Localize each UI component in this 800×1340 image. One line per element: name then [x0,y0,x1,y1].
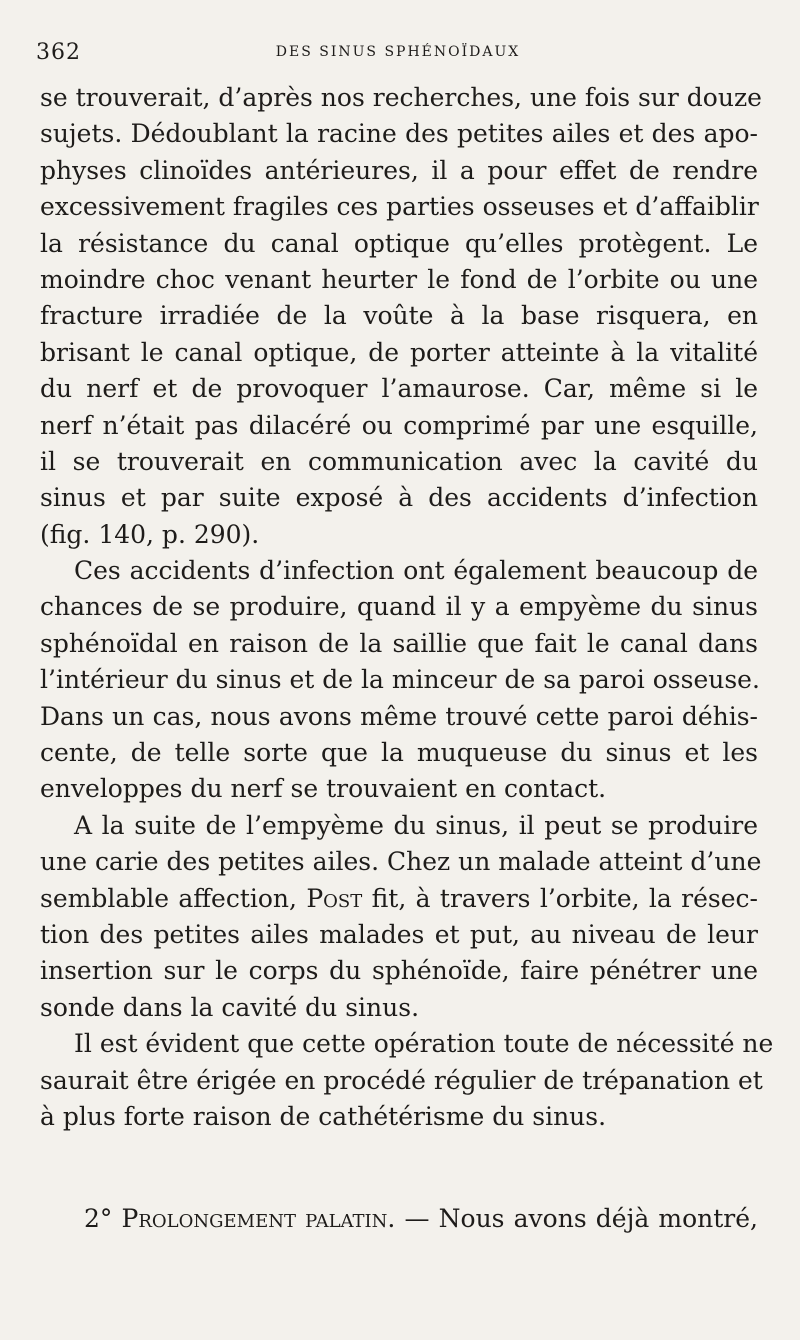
text-line [40,1099,758,1135]
text-line [40,881,758,917]
text-line [40,553,758,589]
line-text: insertion sur le corps du sphénoïde, faire pénétrer une [40,956,758,986]
text-line [40,189,758,225]
line-text: fracture irradiée de la voûte à la base risquera, en [40,301,758,331]
page-number: 362 [36,40,81,65]
text-line [40,1026,774,1062]
body-text [40,80,774,1135]
line-text: brisant le canal optique, de porter atteinte à la vitalité [40,337,758,367]
line-text: sujets. Dédoublant la racine des petites ailes et des apo- [40,119,758,149]
line-text: se trouverait, d’après nos recherches, une fois sur douze [40,83,762,112]
line-text: physes clinoïdes antérieures, il a pour effet de rendre [40,155,758,185]
line-text: nerf n’était pas dilacéré ou comprimé par une esquille, [40,410,758,440]
section-title: Prolongement palatin. [121,1204,396,1233]
line-text: tion des petites ailes malades et put, au niveau de leur [40,919,758,949]
line-text: moindre choc venant heurter le fond de l’orbite ou une [40,264,758,294]
text-line [40,153,758,189]
text-line [40,589,758,625]
line-text: Il est évident que cette opération toute de nécessité ne [74,1029,774,1059]
text-line [40,1063,763,1099]
line-text: semblable affection, [40,883,307,913]
line-text: cente, de telle sorte que la muqueuse du sinus et les [40,738,758,768]
text-line [40,262,758,298]
line-text: saurait être érigée en procédé régulier de trépanation et [40,1065,763,1095]
page-header [36,40,760,68]
line-text: à plus forte raison de cathétérisme du sinus. [40,1101,607,1131]
text-line [40,517,758,553]
line-text: du nerf et de provoquer l’amaurose. Car, même si le [40,374,758,404]
line-text: excessivement fragiles ces parties osseuses et d’affaiblir [40,192,759,222]
text-line [40,444,758,480]
paragraph [40,808,762,1026]
line-text: chances de se produire, quand il y a empyème du sinus [40,592,758,622]
section-text: Nous avons déjà montré, [438,1204,758,1233]
section-number: 2° [84,1204,113,1233]
text-line [40,662,758,698]
text-line [40,699,758,735]
line-text: une carie des petites ailes. Chez un malade atteint d’une [40,847,762,877]
text-line [40,735,758,771]
author-name: Post [306,883,363,913]
paragraph [40,80,762,553]
line-text: l’intérieur du sinus et de la minceur de sa paroi osseuse. [40,665,760,695]
text-line [40,226,758,262]
text-line [40,371,758,407]
text-line [40,80,762,116]
text-line [40,116,758,152]
line-text: il se trouverait en communication avec la cavité du [40,446,758,476]
text-line [40,298,758,334]
line-text: sphénoïdal en raison de la saillie que fait le canal dans [40,628,758,658]
line-text: (fig. 140, p. 290). [40,519,260,549]
line-text: fit, à travers l’orbite, la résec- [362,883,758,913]
line-text: la résistance du canal optique qu’elles protègent. Le [40,228,758,258]
running-title: DES SINUS SPHÉNOÏDAUX [275,44,521,60]
text-line [40,480,758,516]
paragraph [40,553,758,808]
line-text: enveloppes du nerf se trouvaient en contact. [40,774,607,804]
text-line [40,844,762,880]
text-line [40,953,758,989]
line-text: Dans un cas, nous avons même trouvé cette paroi déhis- [40,701,758,731]
text-line [40,408,758,444]
line-text: sinus et par suite exposé à des accidents d’infection [40,483,758,513]
text-line [40,335,758,371]
text-line [40,990,758,1026]
text-line [40,917,758,953]
line-text: sonde dans la cavité du sinus. [40,992,420,1022]
line-text: A la suite de l’empyème du sinus, il peut se produire [74,810,758,840]
line-text: Ces accidents d’infection ont également beaucoup de [74,556,758,586]
text-line [40,626,758,662]
text-line [40,808,758,844]
section-heading [40,1201,758,1237]
section-dash: — [404,1204,430,1233]
text-line [40,771,758,807]
paragraph [40,1026,774,1135]
